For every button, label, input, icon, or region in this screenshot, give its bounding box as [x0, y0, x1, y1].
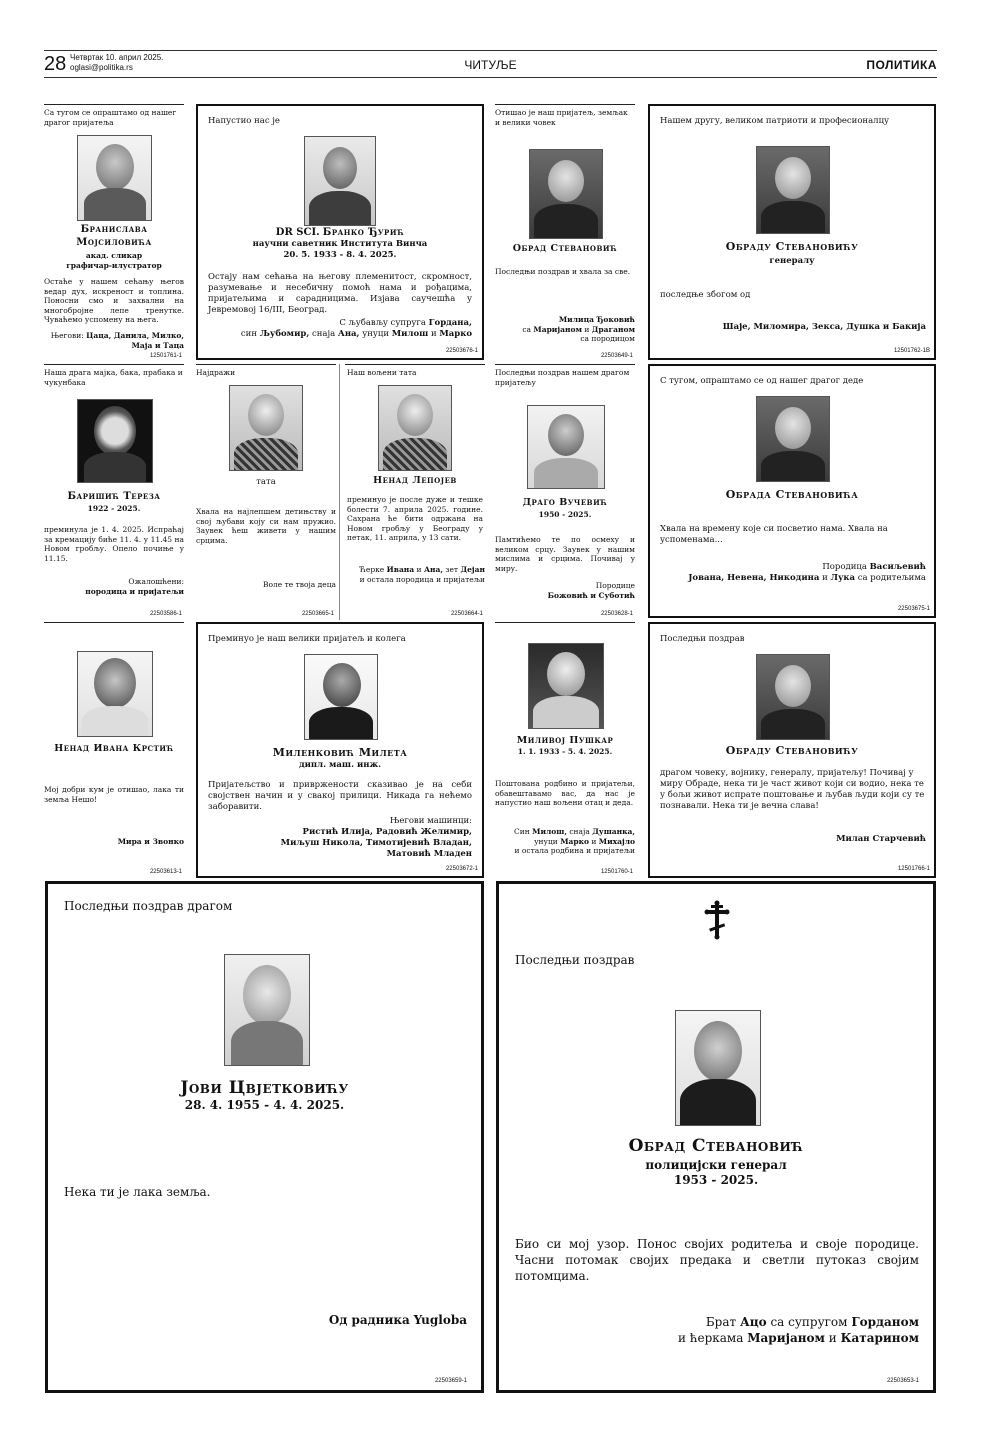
notice-intro: Последњи поздрав нашем драгом пријатељу	[495, 368, 630, 387]
notice-text: преминуо је после дуже и тешке болести 7. априла 2025. године. Сахрана ће бити одржана на Новом гробљу у Београду у петак, 11. априла, у 13 сати.	[347, 495, 483, 542]
deceased-name: DR SCI. Бранко Ђурић	[275, 227, 405, 238]
notice-intro: Нашем другу, великом патриоти и професионалцу	[660, 116, 890, 126]
notice-signature: С љубављу супруга Гордана, син Љубомир, снаја Ана, унуци Милош и Марко	[240, 318, 472, 339]
notice-mojsilovic	[44, 104, 184, 362]
newspaper-logo: ПОЛИТИКА	[866, 58, 937, 72]
header-bottom-rule	[44, 77, 937, 78]
deceased-name: Обрад Стевановић	[628, 1136, 804, 1156]
notice-djuric	[196, 104, 484, 360]
notice-text: Последњи поздрав и хвала за све.	[495, 267, 631, 276]
notice-signature: Брат Ацо са супругом Горданом и ћеркама Маријаном и Катарином	[677, 1315, 919, 1345]
deceased-dates: 1. 1. 1933 - 5. 4. 2025.	[517, 747, 613, 756]
notice-krstic	[44, 622, 184, 878]
orthodox-cross-icon	[703, 900, 731, 940]
ad-code: 22503675-1	[897, 606, 930, 612]
portrait-photo	[229, 385, 303, 471]
notice-intro: С тугом, опраштамо се од нашег драгог деде	[660, 376, 864, 386]
portrait-photo	[756, 146, 830, 234]
notice-signature: Његови: Цаца, Данила, Милко, Маја и Таца	[50, 331, 184, 350]
deceased-title: научни саветник Института Винча	[252, 239, 428, 249]
notice-intro: Најдражи	[196, 368, 236, 377]
notice-text: Поштована родбино и пријатељи, обавештавамо вас, да нас је напустио наш вољени отац и деда.	[495, 779, 635, 807]
notice-signature: Породица Васиљевић Јована, Невена, Никодина и Лука са родитељима	[688, 562, 926, 583]
deceased-name: Ненад Ивана Крстић	[54, 743, 174, 754]
deceased-name: Јови Цвјетковићу	[180, 1078, 349, 1098]
ad-code: 22503653-1	[886, 1378, 919, 1384]
notice-tata	[196, 364, 336, 620]
portrait-photo	[77, 135, 152, 221]
notice-signature: Његови машинци: Ристић Илија, Радовић Желимир, Миљуш Никола, Тимотијевић Владан, Матовић Младен	[280, 816, 472, 859]
deceased-dates: 1922 - 2025.	[87, 504, 141, 513]
notice-intro: Преминуо је наш велики пријатељ и колега	[208, 634, 406, 644]
notice-signature: Син Милош, снаја Душанка, унуци Марко и Михајло и остала родбина и пријатељи	[514, 827, 635, 855]
deceased-title: полицијски генерал	[645, 1158, 787, 1172]
portrait-photo	[756, 396, 830, 482]
notice-vucevic	[495, 364, 635, 620]
notice-signature: Породице Божовић и Суботић	[547, 581, 635, 600]
notice-signature: Ћерке Ивана и Ана, зет Дејан и остала породица и пријатељи	[359, 565, 485, 584]
deceased-name: Миливој Пушкар	[516, 735, 614, 746]
section-title: ЧИТУЉЕ	[464, 58, 517, 72]
deceased-name: Бранислава Мојсиловића	[76, 224, 152, 248]
notice-text: Мој добри кум је отишао, лака ти земља Нешо!	[44, 785, 184, 804]
notice-stevanovic-3	[648, 364, 936, 618]
notice-stevanovic-4	[648, 622, 936, 878]
portrait-photo	[77, 399, 153, 483]
ad-code: 22503628-1	[600, 611, 633, 617]
notice-text: Хвала на времену које си посветио нама. Хвала на успоменама...	[660, 524, 888, 545]
notice-intro: Отишао је наш пријатељ, земљак и велики човек	[495, 108, 628, 127]
ad-code: 12501766-1	[897, 866, 930, 872]
notice-stevanovic-1	[495, 104, 635, 362]
notice-stevanovic-5	[496, 881, 936, 1393]
deceased-name: Миленковић Милета	[272, 746, 408, 759]
deceased-dates: 1953 - 2025.	[673, 1173, 759, 1187]
deceased-name: Обрад Стевановић	[512, 243, 618, 254]
notice-text: Остају нам сећања на његову племенитост, скромност, разумевање и несебичну помоћ нама и рођацима, пријатељима и сарадницима. Изјава саучешћа у Јевремовој 16/III, Београд.	[208, 272, 472, 315]
notice-intro: Са тугом се опраштамо од нашег драгог пријатеља	[44, 108, 177, 127]
ad-code: 22503676-1	[445, 348, 478, 354]
notice-mileta	[196, 622, 484, 878]
deceased-name: Обраду Стевановићу	[725, 240, 859, 253]
notice-stevanovic-2	[648, 104, 936, 360]
deceased-title: дипл. маш. инж.	[298, 760, 382, 770]
ad-code: 22503664-1	[450, 611, 483, 617]
portrait-photo	[224, 954, 310, 1066]
ad-code: 22503649-1	[600, 353, 633, 359]
notice-text: преминула је 1. 4. 2025. Испраћај за кремацију биће 11. 4. у 11.45 на Новом гробљу. Опело почиње у 11.15.	[44, 525, 184, 563]
issue-date: Четвртак 10. април 2025.	[70, 53, 164, 62]
column-divider	[339, 364, 340, 620]
ad-code: 22503659-1	[434, 1378, 467, 1384]
notice-intro: Напустио нас је	[208, 116, 280, 126]
notice-signature: Ожалошћени: породица и пријатељи	[85, 577, 184, 596]
notice-signature: Од радника Yugloba	[328, 1313, 467, 1327]
notice-text: Памтићемо те по осмеху и великом срцу. Заувек у нашим мислима и срцима. Почивај у миру.	[495, 535, 635, 573]
ad-code: 22503586-1	[149, 611, 182, 617]
notice-text: Остаће у нашем сећању његов ведар дух, искреност и топлина. Поносни смо и захвални на многобројне лепе тренутке. Чуваћемо успомену на њега.	[44, 277, 184, 324]
deceased-name: Обраду Стевановићу	[725, 744, 859, 757]
deceased-name: тата	[256, 477, 276, 487]
ad-code: 12501760-1	[600, 869, 633, 875]
header-top-rule	[44, 50, 937, 51]
deceased-name: Драго Вучевић	[522, 497, 608, 508]
page-number: 28	[44, 53, 67, 75]
deceased-name: Баришић Тереза	[67, 491, 161, 502]
notice-signature: Милан Старчевић	[836, 834, 926, 844]
portrait-photo	[378, 385, 452, 471]
ad-code: 12501761-1	[149, 353, 182, 359]
notice-intro: Последњи поздрав драгом	[64, 899, 233, 913]
deceased-dates: 28. 4. 1955 - 4. 4. 2025.	[184, 1098, 345, 1112]
notice-text: драгом човеку, војнику, генералу, пријатељу! Почивај у миру Обраде, нека ти је част живот који си водио, нека те у бољи живот испрате поштовање и љубав људи који су те познавали. Нека ти је вечна слава!	[660, 768, 925, 811]
portrait-photo	[304, 654, 378, 740]
contact-email[interactable]: oglasi@politika.rs	[70, 63, 133, 72]
ad-code: 22503672-1	[445, 866, 478, 872]
notice-intro: Последњи поздрав	[515, 953, 635, 967]
notice-tereza	[44, 364, 184, 620]
notice-signature: Шаје, Миломира, Зекса, Душка и Бакија	[722, 322, 926, 332]
portrait-photo	[529, 149, 603, 239]
deceased-dates: 1950 - 2025.	[538, 510, 592, 519]
portrait-photo	[77, 651, 153, 737]
ad-code: 22503613-1	[149, 869, 182, 875]
notice-text: Пријатељство и привржености сказивао је на себи својствен начин и у свакој прилици. Никада га нећемо заборавити.	[208, 780, 472, 812]
deceased-title: акад. сликар графичар-илустратор	[66, 251, 162, 270]
notice-signature: Мира и Звонко	[117, 837, 184, 846]
ad-code: 12501762-1В	[893, 348, 930, 354]
ad-code: 22503665-1	[301, 611, 334, 617]
portrait-photo	[528, 643, 604, 729]
notice-text: Био си мој узор. Понос својих родитеља и своје породице. Часни потомак својих предака и светли путоказ својим потомцима.	[515, 1237, 919, 1283]
page-header	[44, 52, 937, 76]
notice-intro: Последњи поздрав	[660, 634, 745, 644]
notice-signature: Милица Ђоковић са Маријаном и Драганом са породицом	[522, 315, 635, 343]
notice-intro: Наша драга мајка, бака, прабака и чукунбака	[44, 368, 183, 387]
portrait-photo	[527, 405, 605, 489]
notice-cvjetkovic	[45, 881, 484, 1393]
portrait-photo	[304, 136, 376, 226]
notice-lepojev	[345, 364, 485, 620]
notice-text: Нека ти је лака земља.	[64, 1185, 211, 1199]
deceased-name: Обрада Стевановића	[725, 488, 859, 501]
portrait-photo	[675, 1010, 761, 1126]
notice-text: последње збогом од	[660, 290, 751, 300]
notice-intro: Наш вољени тата	[347, 368, 417, 377]
deceased-dates: 20. 5. 1933 - 8. 4. 2025.	[283, 250, 397, 260]
notice-puskar	[495, 622, 635, 878]
deceased-title: генералу	[769, 256, 815, 266]
deceased-name: Ненад Лепојев	[373, 475, 457, 486]
portrait-photo	[756, 654, 830, 740]
notice-text: Хвала на најлепшем детињству и свој љубави коју си нам пружио. Заувек ћеш живети у нашим срцима.	[196, 507, 336, 545]
notice-signature: Воле те твоја деца	[262, 580, 336, 589]
